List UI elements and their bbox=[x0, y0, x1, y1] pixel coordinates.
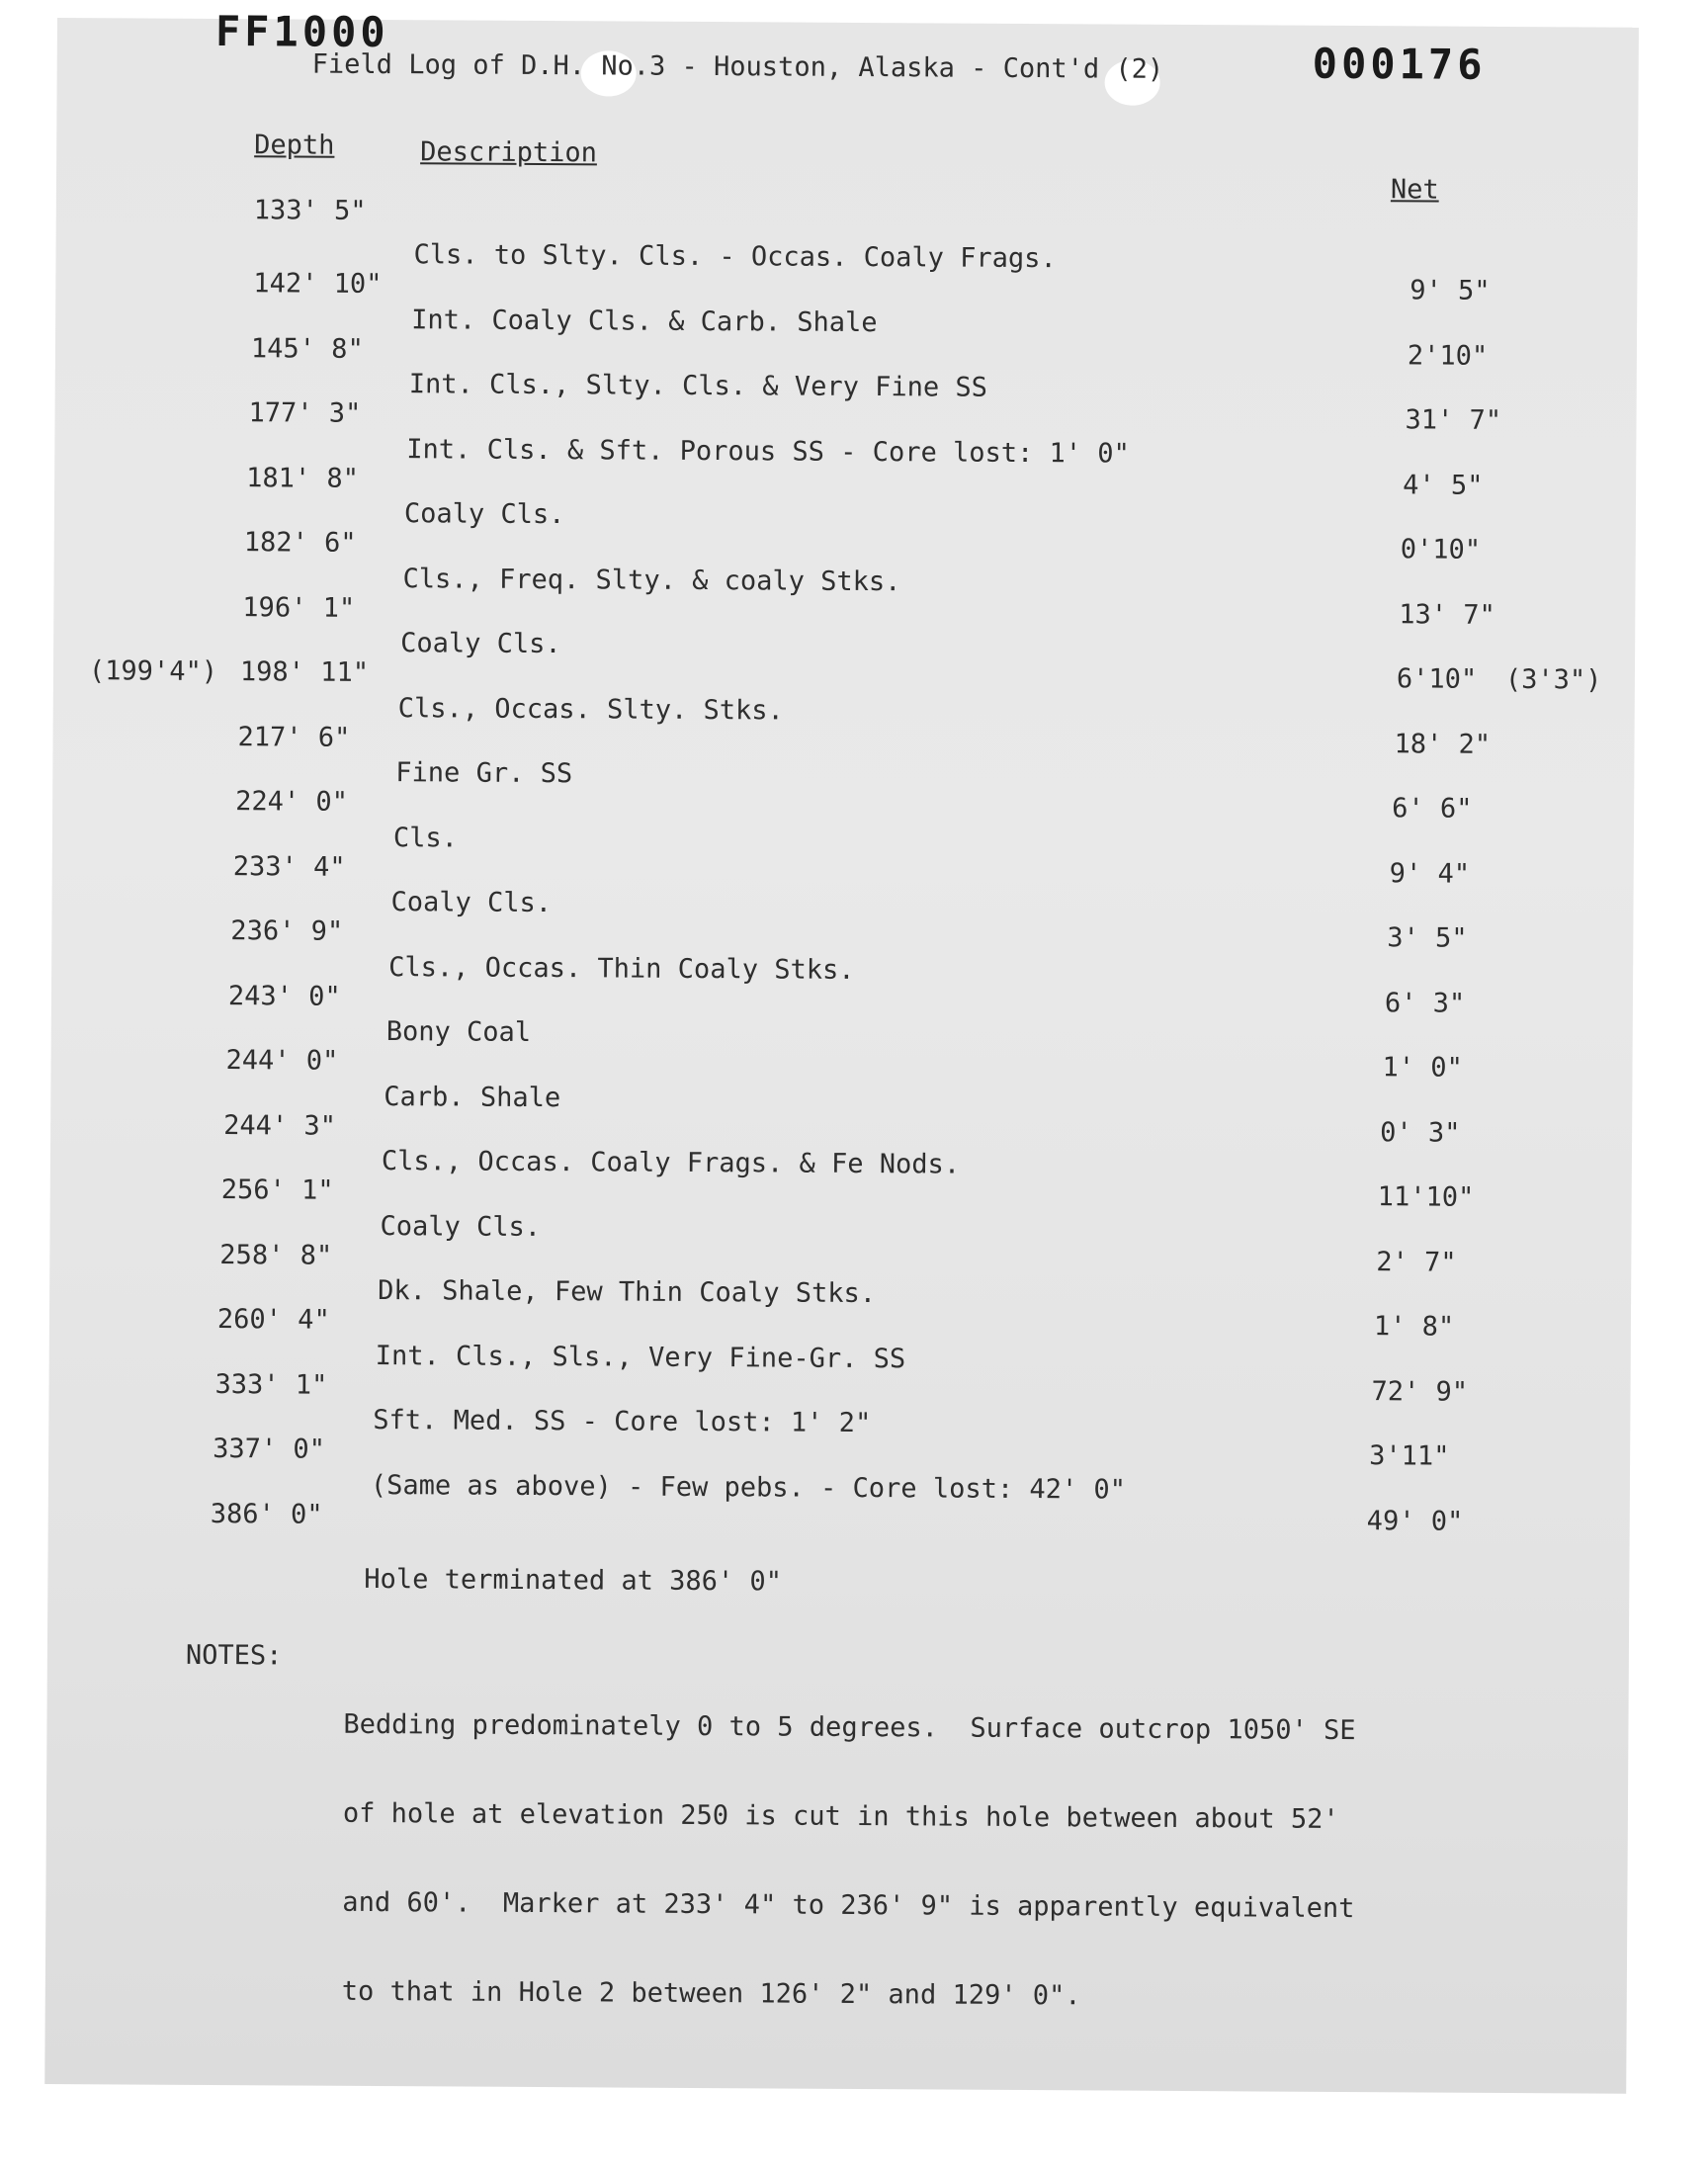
row-net: 18' 2" bbox=[1394, 728, 1492, 760]
row-description: Int. Cls., Sls., Very Fine-Gr. SS bbox=[375, 1340, 906, 1374]
row-net: 3'11" bbox=[1369, 1440, 1450, 1472]
row-depth: 177' 3" bbox=[248, 397, 362, 429]
stamp-left: FF1000 bbox=[214, 6, 389, 57]
row-description: Coaly Cls. bbox=[403, 498, 565, 531]
row-description: Int. Coaly Cls. & Carb. Shale bbox=[411, 304, 878, 338]
row-net: 13' 7" bbox=[1399, 598, 1495, 631]
notes-line: to that in Hole 2 between 126' 2" and 129' 0". bbox=[341, 1975, 1081, 2012]
row-depth: 182' 6" bbox=[243, 527, 357, 559]
row-depth-note: (199'4") bbox=[88, 655, 218, 688]
row-net: 31' 7" bbox=[1405, 404, 1502, 436]
document-page bbox=[44, 6, 1639, 2094]
row-net: 9' 5" bbox=[1409, 275, 1491, 306]
row-depth: 333' 1" bbox=[214, 1368, 328, 1401]
row-net: 0' 3" bbox=[1380, 1116, 1461, 1149]
row-description: Cls. to Slty. Cls. - Occas. Coaly Frags. bbox=[413, 239, 1057, 275]
row-depth: 243' 0" bbox=[227, 980, 341, 1012]
row-description: Fine Gr. SS bbox=[395, 757, 573, 790]
row-description: Sft. Med. SS - Core lost: 1' 2" bbox=[373, 1404, 872, 1439]
row-depth: 181' 8" bbox=[246, 462, 360, 494]
row-net: 11'10" bbox=[1377, 1181, 1475, 1213]
row-net: 1' 0" bbox=[1382, 1052, 1463, 1084]
notes-line: of hole at elevation 250 is cut in this hole between about 52' bbox=[342, 1797, 1339, 1835]
row-depth: 217' 6" bbox=[237, 721, 351, 753]
row-description: Cls., Freq. Slty. & coaly Stks. bbox=[402, 563, 901, 597]
row-depth: 224' 0" bbox=[235, 786, 349, 818]
row-description: Cls., Occas. Slty. Stks. bbox=[397, 692, 784, 727]
row-depth: 386' 0" bbox=[210, 1498, 323, 1530]
row-depth: 256' 1" bbox=[220, 1174, 334, 1206]
row-description: Coaly Cls. bbox=[380, 1210, 542, 1243]
stamp-right: 000176 bbox=[1312, 39, 1487, 89]
row-depth: 244' 0" bbox=[225, 1045, 339, 1077]
row-description: Cls., Occas. Thin Coaly Stks. bbox=[388, 951, 855, 986]
row-description: Carb. Shale bbox=[384, 1081, 561, 1113]
row-net: 72' 9" bbox=[1371, 1375, 1469, 1408]
header-description: Description bbox=[420, 136, 598, 169]
notes-body bbox=[341, 1651, 1392, 2072]
row-depth: 244' 3" bbox=[223, 1109, 337, 1142]
notes-line: and 60'. Marker at 233' 4" to 236' 9" is apparently equivalent bbox=[342, 1886, 1355, 1925]
row-depth: 142' 10" bbox=[253, 268, 383, 301]
row-net-note: (3'3") bbox=[1504, 663, 1602, 696]
header-net: Net bbox=[1390, 174, 1439, 206]
row-description: Coaly Cls. bbox=[400, 628, 561, 660]
row-net: 1' 8" bbox=[1373, 1311, 1455, 1343]
row-net: 3' 5" bbox=[1387, 922, 1468, 954]
row-depth: 258' 8" bbox=[219, 1239, 333, 1271]
row-depth: 260' 4" bbox=[216, 1304, 330, 1336]
row-depth: 196' 1" bbox=[242, 591, 356, 624]
row-net: 4' 5" bbox=[1403, 469, 1484, 501]
termination-line: Hole terminated at 386' 0" bbox=[364, 1563, 783, 1598]
row-description: Cls. bbox=[392, 822, 459, 853]
notes-line: Bedding predominately 0 to 5 degrees. Surface outcrop 1050' SE bbox=[343, 1708, 1356, 1747]
notes-label: NOTES: bbox=[185, 1639, 283, 1672]
document-title: Field Log of D.H. No.3 - Houston, Alaska - Cont'd (2) bbox=[311, 48, 1164, 85]
row-depth: 337' 0" bbox=[213, 1433, 326, 1465]
row-depth: 233' 4" bbox=[232, 850, 346, 883]
header-depth: Depth bbox=[254, 130, 335, 161]
row-description: Cls., Occas. Coaly Frags. & Fe Nods. bbox=[381, 1146, 961, 1180]
row-description: Dk. Shale, Few Thin Coaly Stks. bbox=[378, 1275, 877, 1310]
first-depth: 133' 5" bbox=[253, 195, 367, 226]
row-net: 2'10" bbox=[1407, 339, 1489, 372]
row-description: Coaly Cls. bbox=[390, 887, 553, 919]
row-net: 2' 7" bbox=[1376, 1246, 1457, 1278]
row-depth: 198' 11" bbox=[239, 656, 370, 688]
row-net: 6'10" bbox=[1396, 663, 1478, 695]
row-net: 6' 3" bbox=[1384, 987, 1466, 1019]
row-depth: 236' 9" bbox=[230, 915, 344, 947]
row-description: Int. Cls. & Sft. Porous SS - Core lost: 1' 0" bbox=[406, 433, 1130, 470]
row-description: Bony Coal bbox=[385, 1016, 532, 1048]
row-depth: 145' 8" bbox=[250, 332, 364, 365]
row-net: 49' 0" bbox=[1366, 1505, 1464, 1537]
row-description: (Same as above) - Few pebs. - Core lost: 42' 0" bbox=[370, 1469, 1127, 1506]
row-net: 9' 4" bbox=[1389, 857, 1471, 890]
row-net: 0'10" bbox=[1400, 534, 1482, 566]
row-description: Int. Cls., Slty. Cls. & Very Fine SS bbox=[408, 369, 988, 403]
row-net: 6' 6" bbox=[1392, 793, 1473, 825]
